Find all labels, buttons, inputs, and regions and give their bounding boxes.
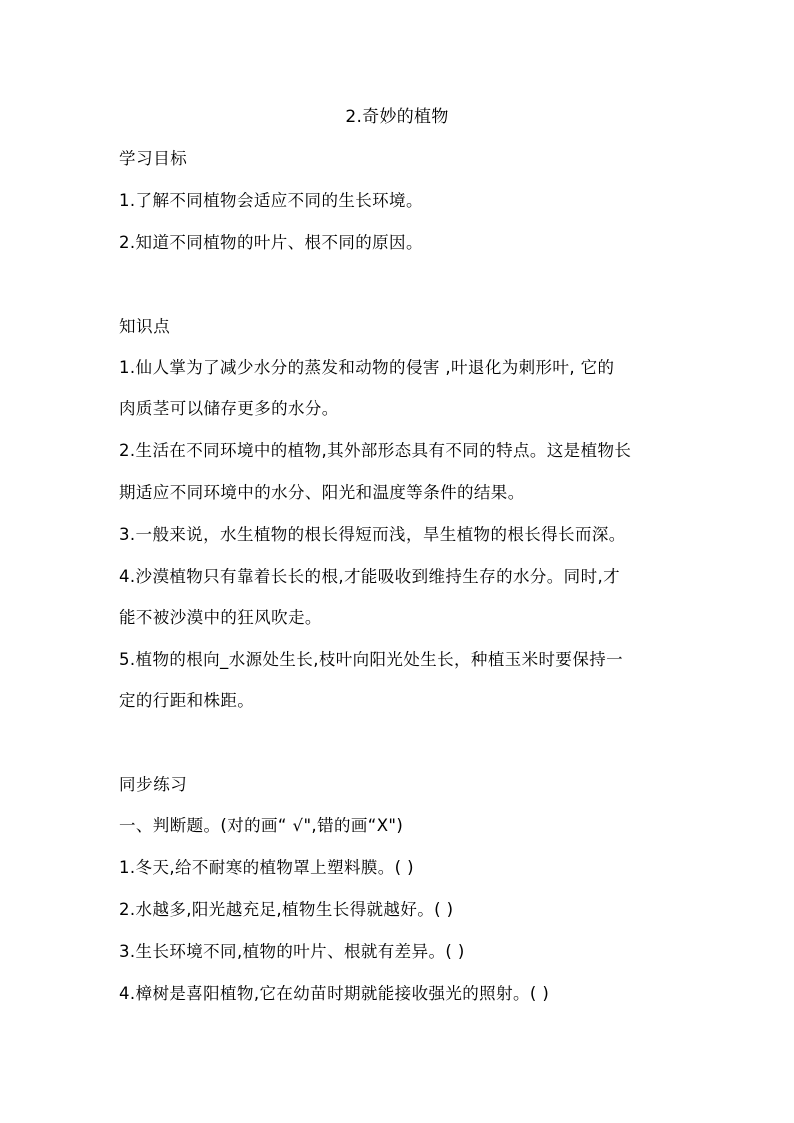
question-item: 4.樟树是喜阳植物,它在幼苗时期就能接收强光的照射。( ) [119,984,550,1003]
question-item: 3.生长环境不同,植物的叶片、根就有差异。( ) [119,942,465,961]
goal-item: 2.知道不同植物的叶片、根不同的原因。 [119,233,423,252]
question-item: 1.冬天,给不耐寒的植物罩上塑料膜。( ) [119,858,415,877]
knowledge-heading: 知识点 [119,317,171,336]
knowledge-line: 4.沙漠植物只有靠着长长的根,才能吸收到维持生存的水分。同时,才 [119,567,621,586]
knowledge-line: 5.植物的根向_水源处生长,枝叶向阳光处生长，种植玉米时要保持一 [119,650,624,669]
page-title: 2.奇妙的植物 [345,107,449,127]
knowledge-line: 能不被沙漠中的狂风吹走。 [119,608,322,627]
knowledge-line: 肉质茎可以储存更多的水分。 [119,399,339,418]
practice-heading: 同步练习 [119,775,188,794]
goals-heading: 学习目标 [119,149,188,168]
section-instruction: 一、判断题。(对的画“ √",错的画“X") [119,816,404,835]
knowledge-line: 3.一般来说，水生植物的根长得短而浅，旱生植物的根长得长而深。 [119,525,626,544]
knowledge-line: 1.仙人掌为了减少水分的蒸发和动物的侵害 ,叶退化为刺形叶, 它的 [119,358,615,377]
knowledge-line: 2.生活在不同环境中的植物,其外部形态具有不同的特点。这是植物长 [119,441,632,460]
question-item: 2.水越多,阳光越充足,植物生长得就越好。( ) [119,900,454,919]
goal-item: 1.了解不同植物会适应不同的生长环境。 [119,191,423,210]
knowledge-line: 定的行距和株距。 [119,691,255,710]
knowledge-line: 期适应不同环境中的水分、阳光和温度等条件的结果。 [119,483,525,502]
